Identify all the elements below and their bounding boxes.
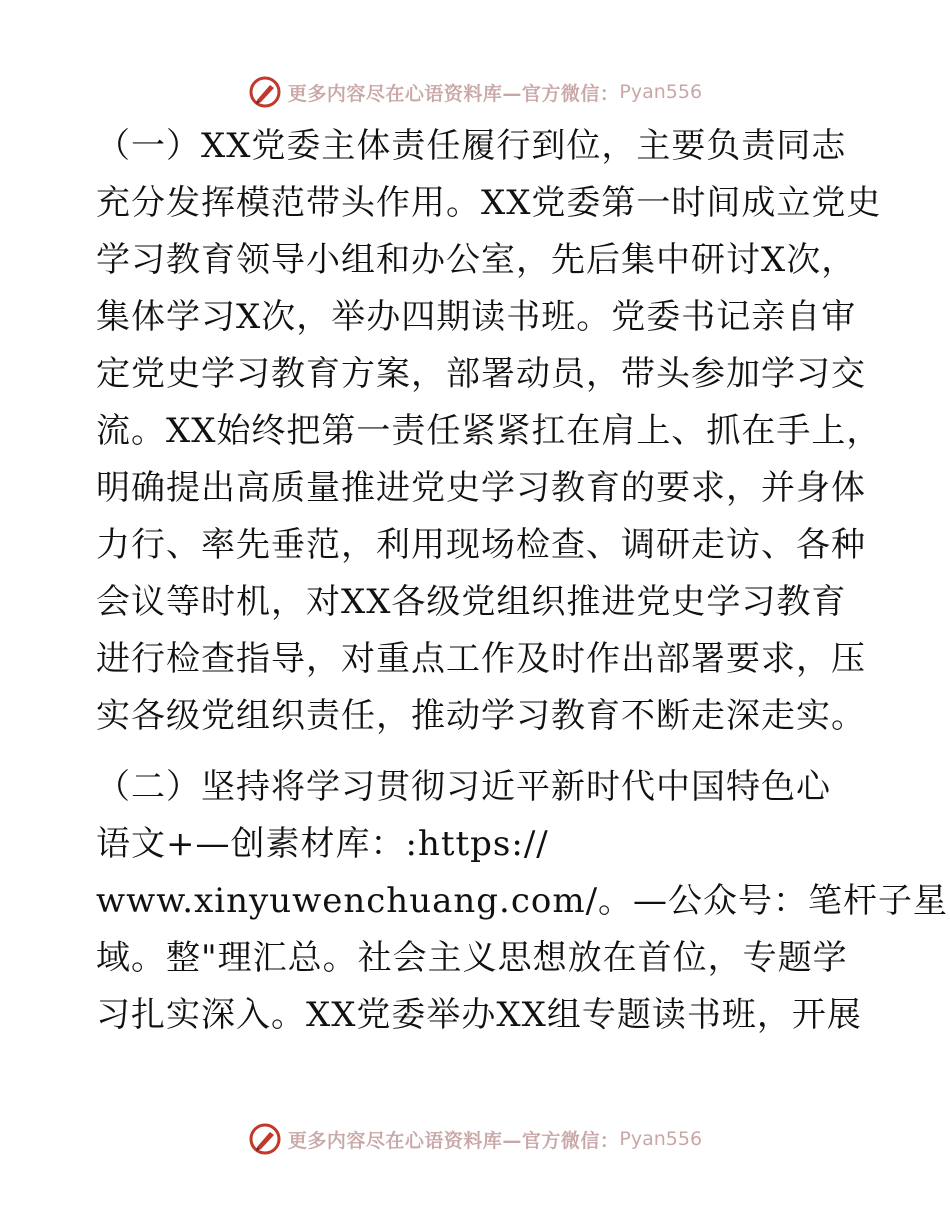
watermark-contact: Pyan556 bbox=[619, 1128, 703, 1150]
text-line: 定党史学习教育方案，部署动员，带头参加学习交 bbox=[96, 354, 866, 394]
watermark-text: 更多内容尽在心语资料库—官方微信： bbox=[287, 1129, 620, 1152]
text-line: 会议等时机，对XX各级党组织推进党史学习教育 bbox=[96, 582, 847, 622]
text-line: 充分发挥模范带头作用。XX党委第一时间成立党史 bbox=[96, 183, 882, 223]
pen-logo-icon bbox=[248, 75, 282, 109]
document-body bbox=[96, 118, 949, 1044]
footer-watermark-banner bbox=[0, 1117, 950, 1161]
paragraph-1 bbox=[96, 118, 882, 745]
text-line: 明确提出高质量推进党史学习教育的要求，并身体 bbox=[96, 468, 866, 508]
watermark-contact: Pyan556 bbox=[619, 81, 703, 103]
text-line: 域。整"理汇总。社会主义思想放在首位，专题学 bbox=[96, 938, 848, 978]
text-line: 集体学习X次，举办四期读书班。党委书记亲自审 bbox=[96, 297, 857, 337]
text-line: 实各级党组织责任，推动学习教育不断走深走实。 bbox=[96, 696, 866, 736]
text-line: 习扎实深入。XX党委举办XX组专题读书班，开展 bbox=[96, 995, 862, 1035]
text-line: （二）坚持将学习贯彻习近平新时代中国特色心 bbox=[96, 767, 831, 807]
text-line: 学习教育领导小组和办公室，先后集中研讨X次， bbox=[96, 240, 857, 280]
header-watermark-banner bbox=[0, 70, 950, 114]
text-line: 语文+—创素材库：:https:// bbox=[96, 824, 549, 864]
text-line: 流。XX始终把第一责任紧紧扛在肩上、抓在手上， bbox=[96, 411, 882, 451]
text-line: www.xinyuwenchuang.com/。—公众号：笔杆子星 bbox=[96, 881, 949, 921]
pen-logo-icon bbox=[248, 1122, 282, 1156]
text-line: 力行、率先垂范，利用现场检查、调研走访、各种 bbox=[96, 525, 866, 565]
text-line: （一）XX党委主体责任履行到位，主要负责同志 bbox=[96, 126, 847, 166]
text-line: 进行检查指导，对重点工作及时作出部署要求，压 bbox=[96, 639, 866, 679]
watermark-text: 更多内容尽在心语资料库—官方微信： bbox=[287, 82, 620, 105]
paragraph-2 bbox=[96, 759, 949, 1044]
